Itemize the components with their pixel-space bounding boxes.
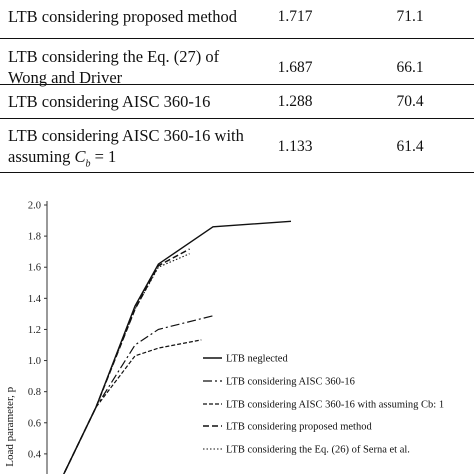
value-cell-1: 1.687	[277, 59, 313, 76]
value-cell-2: 71.1	[396, 8, 424, 25]
value-cell-1: 1.717	[277, 8, 313, 25]
y-tick-label: 1.4	[27, 293, 41, 305]
series-line-1	[57, 221, 291, 474]
legend-entry: LTB considering AISC 360-16	[226, 376, 355, 388]
table-rule	[0, 118, 474, 119]
series-line-2	[57, 316, 213, 474]
row-label-line: LTB considering the Eq. (27) of	[8, 47, 220, 66]
row-label-line: LTB considering proposed method	[8, 7, 237, 26]
value-cell-2: 61.4	[396, 138, 424, 155]
y-tick-label: 1.0	[27, 356, 41, 368]
series-line-3	[57, 340, 201, 474]
value-cell-2: 66.1	[396, 59, 424, 76]
row-label-line: Wong and Driver	[8, 68, 123, 87]
legend-entry: LTB neglected	[226, 353, 288, 365]
y-tick-label: 2.0	[27, 200, 41, 212]
legend-entry: LTB considering the Eq. (26) of Serna et al.	[226, 444, 410, 456]
row-label	[8, 46, 219, 88]
value-cell-2: 70.4	[396, 93, 424, 110]
y-tick-label: 0.4	[27, 449, 41, 461]
table-rule	[0, 38, 474, 39]
value-cell-1: 1.288	[277, 93, 313, 110]
legend-entry: LTB considering AISC 360-16 with assuming Cb: 1	[226, 399, 445, 411]
row-label-line: LTB considering AISC 360-16	[8, 92, 211, 111]
row-label-line: assuming $C_b = 1$	[8, 147, 117, 170]
series-line-4	[57, 249, 190, 474]
y-tick-label: 1.8	[27, 231, 41, 243]
row-label	[8, 91, 210, 112]
row-label-line: LTB considering AISC 360-16 with	[8, 126, 244, 145]
y-tick-label: 0.8	[27, 387, 41, 399]
y-tick-label: 0.6	[27, 418, 41, 430]
y-tick-label: 1.6	[27, 262, 41, 274]
value-cell-1: 1.133	[277, 138, 313, 155]
y-tick-label: 1.2	[27, 324, 41, 336]
row-label	[8, 125, 244, 174]
y-axis-label: Load parameter, p	[4, 386, 16, 467]
load-parameter-chart	[0, 188, 474, 474]
legend-entry: LTB considering proposed method	[226, 421, 372, 433]
row-label	[8, 6, 237, 27]
